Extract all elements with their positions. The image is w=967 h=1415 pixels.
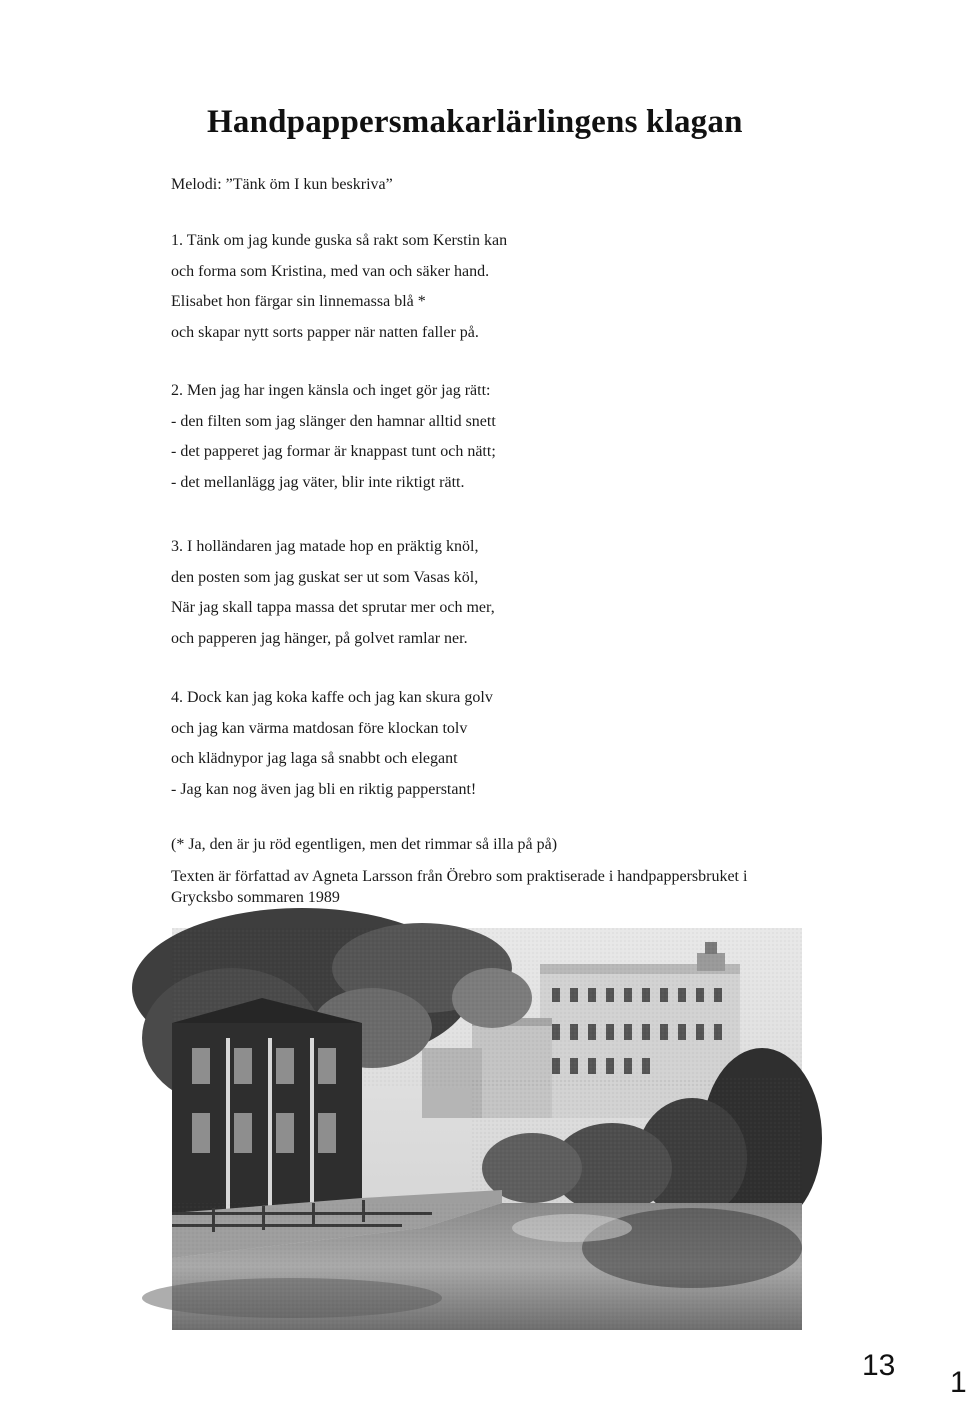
verse-line: och forma som Kristina, med van och säker hand.: [171, 262, 490, 280]
verse-line: - Jag kan nog även jag bli en riktig papperstant!: [171, 780, 477, 798]
mill-photograph: [172, 928, 802, 1330]
verse-line: 4. Dock kan jag koka kaffe och jag kan skura golv: [171, 689, 493, 706]
verse-line: den posten som jag guskat ser ut som Vasas köl,: [171, 568, 479, 586]
verse-1: [171, 226, 507, 348]
wooden-house: [172, 998, 362, 1213]
verse-line: - den filten som jag slänger den hamnar alltid snett: [171, 412, 496, 430]
verse-line: och klädnypor jag laga så snabbt och elegant: [171, 750, 458, 767]
river-water: [142, 1203, 802, 1330]
verse-4: [171, 683, 493, 805]
verse-2: [171, 376, 496, 498]
verse-line: 3. I holländaren jag matade hop en präktig knöl,: [171, 538, 479, 555]
verse-line: 1. Tänk om jag kunde guska så rakt som Kerstin kan: [171, 232, 508, 249]
page-number: 13: [862, 1349, 896, 1382]
author-credit: [171, 866, 811, 908]
verse-line: - det papperet jag formar är knappast tunt och nätt;: [171, 443, 496, 460]
verse-line: och papperen jag hänger, på golvet ramlar ner.: [171, 629, 468, 647]
melody-line: Melodi: ”Tänk öm I kun beskriva”: [171, 176, 393, 193]
verse-line: och skapar nytt sorts papper när natten faller på.: [171, 323, 479, 341]
author-credit-line: Grycksbo sommaren 1989: [171, 889, 340, 906]
verse-line: Elisabet hon färgar sin linnemassa blå *: [171, 293, 426, 310]
author-credit-line: Texten är författad av Agneta Larsson från Örebro som praktiserade i handpappersbruket i: [171, 868, 748, 885]
footnote: (* Ja, den är ju röd egentligen, men det rimmar så illa på på): [171, 836, 558, 853]
verse-3: [171, 532, 495, 654]
page-number-cut: 1: [950, 1366, 967, 1399]
verse-line: När jag skall tappa massa det sprutar mer och mer,: [171, 599, 495, 616]
verse-line: 2. Men jag har ingen känsla och inget gör jag rätt:: [171, 382, 491, 399]
verse-line: och jag kan värma matdosan före klockan tolv: [171, 719, 468, 737]
page-title: Handpappersmakarlärlingens klagan: [207, 104, 743, 140]
verse-line: - det mellanlägg jag väter, blir inte riktigt rätt.: [171, 473, 465, 491]
